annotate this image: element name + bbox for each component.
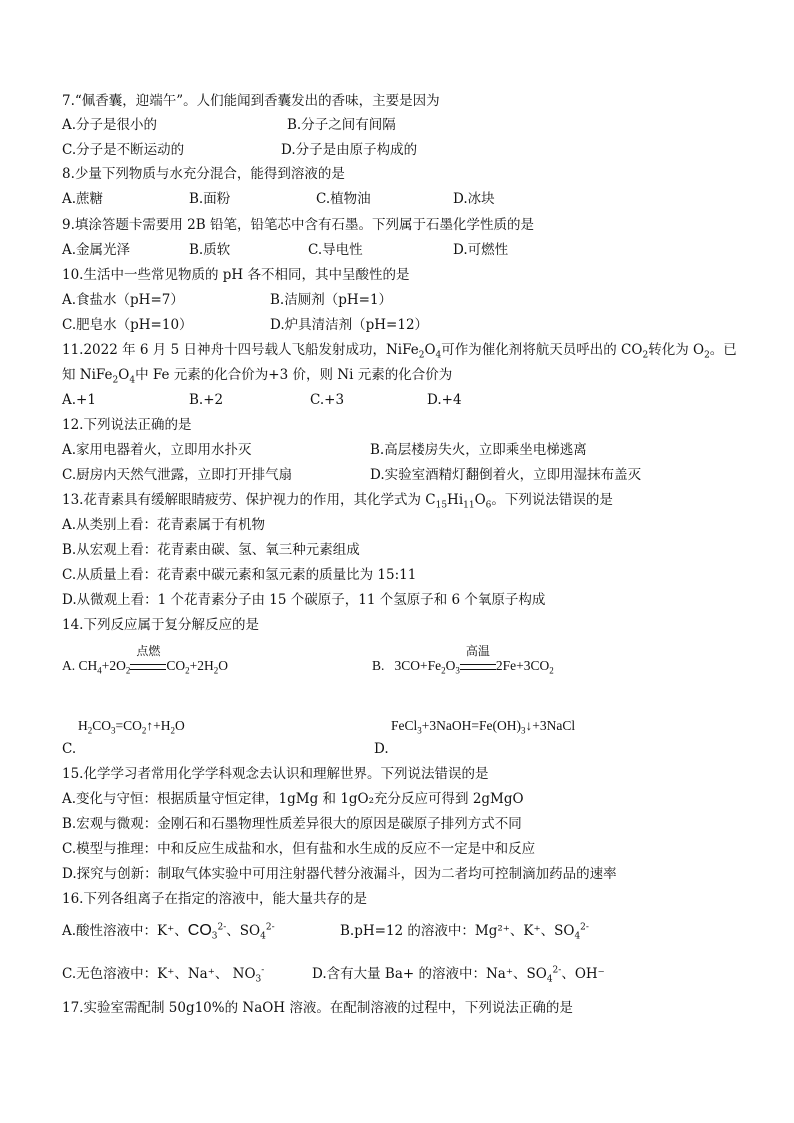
q14-a-arrow	[130, 644, 166, 675]
q9-option-a: A.金属光泽	[62, 242, 131, 258]
q14-label-b: B.	[372, 658, 385, 673]
q15-option-a: A.变化与守恒：根据质量守恒定律，1gMg 和 1gO₂充分反应可得到 2gMgO	[62, 791, 524, 807]
q17-stem: 17.实验室需配制 50g10%的 NaOH 溶液。在配制溶液的过程中，下列说法正确的是	[62, 1000, 573, 1016]
q13-stem	[62, 491, 613, 509]
q16-a-text: A.酸性溶液中：K⁺、	[62, 923, 188, 939]
q12-option-c: C.厨房内天然气泄露，立即打开排气扇	[62, 467, 293, 483]
q14-option-b: B. $3CO+Fe_2O_3$ 高温 $2Fe+3CO_2$	[372, 644, 554, 676]
q14-label-d: D.	[374, 741, 389, 757]
q11-stem-line2: 知 $NiFe_2O_4$中 Fe 元素的化合价为+3 价，则 Ni 元素的化合价为	[62, 367, 453, 386]
q13-text-3: O	[474, 492, 486, 508]
q13-option-b: B.从宏观上看：花青素由碳、氢、氧三种元素组成	[62, 542, 360, 558]
q14-d-equation: $FeCl_3+3NaOH=Fe(OH)_3↓+3NaCl$	[391, 718, 576, 736]
q11-text-1: 11.2022 年 6 月 5 日神舟十四号载人飞船发射成功，NiFe	[62, 342, 419, 358]
q14-label-c: C.	[62, 741, 77, 757]
q15-option-d: D.探究与创新：制取气体实验中可用注射器代替分液漏斗，因为二者均可控制滴加药品的速率	[62, 866, 617, 882]
q13-sub-6: 6	[485, 500, 492, 511]
q15-option-c: C.模型与推理：中和反应生成盐和水，但有盐和水生成的反应不一定是中和反应	[62, 841, 536, 857]
q11-text-3: 可作为催化剂将航天员呼出的 CO	[441, 342, 643, 358]
q10-option-d: D.炉具清洁剂（pH=12）	[270, 317, 429, 333]
q7-option-c: C.分子是不断运动的	[62, 142, 185, 158]
q13-text-4: 。下列说法错误的是	[491, 492, 613, 508]
q14-stem: 14.下列反应属于复分解反应的是	[62, 617, 259, 633]
q9-stem: 9.填涂答题卡需要用 2B 铅笔，铅笔芯中含有石墨。下列属于石墨化学性质的是	[62, 217, 534, 233]
q11-option-c: C.+3	[310, 392, 345, 408]
q16-option-c: C.无色溶液中：K⁺、Na⁺、 $NO_3^-$	[62, 965, 265, 985]
q13-text-2: Hi	[447, 492, 464, 508]
q16-c-text: C.无色溶液中：K⁺、Na⁺、 NO	[62, 966, 256, 982]
q13-sub-11: 11	[463, 500, 475, 511]
q9-option-c: C.导电性	[308, 242, 363, 258]
q12-stem: 12.下列说法正确的是	[62, 417, 192, 433]
q7-stem: 7.“佩香囊，迎端午”。人们能闻到香囊发出的香味，主要是因为	[62, 93, 440, 109]
q12-option-b: B.高层楼房失火，立即乘坐电梯逃离	[370, 442, 587, 458]
q8-option-b: B.面粉	[189, 191, 231, 207]
q13-sub-15: 15	[435, 500, 448, 511]
q8-option-c: C.植物油	[316, 191, 371, 207]
q15-option-b: B.宏观与微观：金刚石和石墨物理性质差异很大的原因是碳原子排列方式不同	[62, 816, 522, 832]
q10-option-b: B.洁厕剂（pH=1）	[270, 292, 393, 308]
q11-text-2: O	[424, 342, 436, 358]
q14-b-condition: 高温	[465, 644, 490, 658]
q16-option-a: A.酸性溶液中：K⁺、$CO_3^{2-}$、$SO_4^{2-}$	[62, 922, 275, 942]
q12-option-a: A.家用电器着火，立即用水扑灭	[62, 442, 252, 458]
q7-option-a: A.分子是很小的	[62, 117, 158, 133]
q9-option-d: D.可燃性	[453, 242, 509, 258]
q16-stem: 16.下列各组离子在指定的溶液中，能大量共存的是	[62, 891, 367, 907]
q11-text-4: 转化为 O	[648, 342, 705, 358]
q16-d-text: D.含有大量 Ba+ 的溶液中：Na⁺、SO	[312, 966, 547, 982]
q11-stem-line1: 11.2022 年 6 月 5 日神舟十四号载人飞船发射成功，$NiFe_2O_4$可作为催化剂将航天员呼出的 $CO_2$转化为 $O_2$。已	[62, 342, 737, 361]
q16-b-text: B.pH=12 的溶液中：Mg²⁺、K⁺、SO	[340, 923, 575, 939]
q14-label-a: A.	[62, 658, 76, 673]
q15-stem: 15.化学学习者常用化学学科观念去认识和理解世界。下列说法错误的是	[62, 766, 489, 782]
q11-option-a: A.+1	[62, 392, 96, 408]
q13-option-c: C.从质量上看：花青素中碳元素和氢元素的质量比为 15:11	[62, 567, 417, 583]
q16-option-b: B.pH=12 的溶液中：Mg²⁺、K⁺、$SO_4^{2-}$	[340, 922, 589, 942]
q14-option-a: A. $CH_4+2O_2$ 点燃 $CO_2+2H_2O$	[62, 644, 229, 676]
q14-c-equation: $H_2CO_3=CO_2↑+H_2O$	[78, 718, 185, 736]
q11-text-7: O	[118, 367, 130, 383]
q8-option-a: A.蔗糖	[62, 191, 104, 207]
q11-text-8: 中 Fe 元素的化合价为+3 价，则 Ni 元素的化合价为	[135, 367, 453, 383]
q7-option-d: D.分子是由原子构成的	[281, 142, 418, 158]
q14-a-condition: 点燃	[136, 644, 161, 658]
q16-d-tail: 、OH⁻	[561, 966, 605, 982]
q8-stem: 8.少量下列物质与水充分混合，能得到溶液的是	[62, 166, 345, 182]
q11-text-5: 。已	[709, 342, 737, 358]
q10-stem: 10.生活中一些常见物质的 pH 各不相同，其中呈酸性的是	[62, 267, 410, 283]
q14-b-arrow	[460, 644, 496, 675]
q13-option-a: A.从类别上看：花青素属于有机物	[62, 517, 266, 533]
q10-option-c: C.肥皂水（pH=10）	[62, 317, 193, 333]
q8-option-d: D.冰块	[453, 191, 495, 207]
q16-option-d: D.含有大量 Ba+ 的溶液中：Na⁺、$SO_4^{2-}$、OH⁻	[312, 965, 605, 985]
q11-text-6: 知 NiFe	[62, 367, 113, 383]
q10-option-a: A.食盐水（pH=7）	[62, 292, 184, 308]
q11-option-d: D.+4	[427, 392, 462, 408]
q12-option-d: D.实验室酒精灯翻倒着火，立即用湿抹布盖灭	[370, 467, 642, 483]
q7-option-b: B.分子之间有间隔	[287, 117, 396, 133]
q11-option-b: B.+2	[189, 392, 224, 408]
q13-option-d: D.从微观上看：1 个花青素分子由 15 个碳原子，11 个氢原子和 6 个氧原子构成	[62, 592, 546, 608]
q13-text-1: 13.花青素具有缓解眼睛疲劳、保护视力的作用，其化学式为 C	[62, 492, 436, 508]
q9-option-b: B.质软	[189, 242, 231, 258]
